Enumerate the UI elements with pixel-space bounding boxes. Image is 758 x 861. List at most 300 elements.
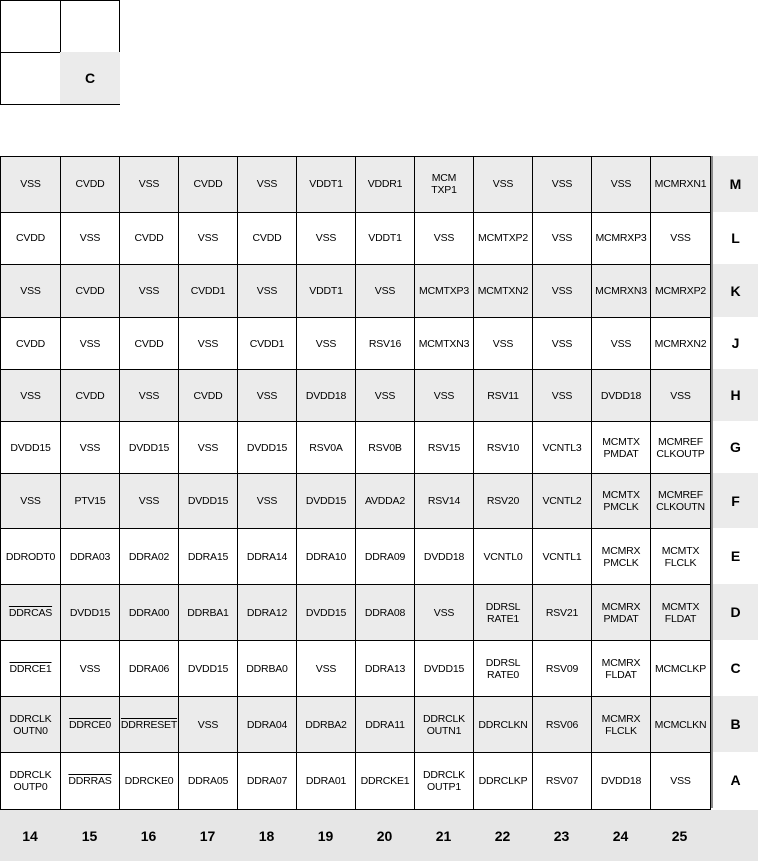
- pin-name: VDDT1: [309, 285, 343, 297]
- pin-name: MCMRXP2: [654, 285, 707, 297]
- pin-name: DDRCKE0: [124, 775, 174, 787]
- pin-name: DDRBA1: [187, 606, 229, 619]
- pin-name: DDRA13: [364, 662, 406, 675]
- pin-cell-C23: [533, 641, 592, 697]
- pin-cell-K18: [238, 265, 297, 318]
- pin-cell-E24: [592, 529, 651, 585]
- row-label-G: G: [711, 421, 758, 473]
- pin-cell-F18: [238, 474, 297, 529]
- pin-name: DDRODT0: [5, 550, 56, 563]
- column-label-23: 23: [553, 827, 570, 844]
- pin-name: DDRCLKN: [478, 718, 528, 731]
- pin-name: DDRCLK OUTN0: [9, 712, 52, 737]
- pin-cell-B25: [651, 697, 710, 753]
- pin-cell-J14: [1, 318, 61, 370]
- pin-name: DVDD15: [305, 606, 347, 619]
- pin-cell-A23: [533, 753, 592, 809]
- pin-name: DDRA14: [246, 550, 288, 563]
- pin-cell-G15: [61, 422, 120, 474]
- pin-cell-D25: [651, 585, 710, 641]
- pin-cell-E25: [651, 529, 710, 585]
- pin-cell-M20: [356, 157, 415, 213]
- pin-name: DVDD15: [128, 441, 170, 454]
- pin-cell-L17: [179, 213, 238, 266]
- pin-cell-D22: [474, 585, 533, 641]
- pin-cell-C24: [592, 641, 651, 697]
- pin-name: VSS: [256, 178, 278, 191]
- pin-cell-K25: [651, 265, 710, 318]
- pin-cell-C19: [297, 641, 356, 697]
- pin-name: VSS: [433, 232, 455, 245]
- pin-cell-L20: [356, 213, 415, 266]
- row-label-F: F: [711, 473, 758, 528]
- column-label-25: 25: [671, 827, 688, 844]
- pin-name: DVDD15: [10, 441, 51, 454]
- pin-cell-C21: [415, 641, 474, 697]
- pin-name: DVDD15: [423, 662, 465, 675]
- pin-name: MCMRXN1: [654, 178, 707, 191]
- pin-cell-M22: [474, 157, 533, 213]
- pin-cell-D24: [592, 585, 651, 641]
- row-labels: [711, 156, 758, 810]
- pin-name: DDRCAS: [8, 606, 53, 619]
- pin-name: MCMTX PMDAT: [602, 435, 640, 460]
- pin-cell-C15: [61, 641, 120, 697]
- pin-name: MCMRX PMDAT: [601, 600, 641, 625]
- pin-name: MCMRXP3: [595, 232, 647, 245]
- pin-name: DDRRESET: [120, 718, 178, 731]
- pin-cell-F25: [651, 474, 710, 529]
- pin-name: RSV15: [427, 441, 461, 454]
- pin-name: VSS: [20, 495, 41, 507]
- pin-cell-B17: [179, 697, 238, 753]
- column-label-24: 24: [612, 827, 629, 844]
- pin-name: DDRA12: [246, 606, 288, 619]
- pin-name: DDRA08: [364, 606, 406, 619]
- pin-name: RSV0A: [309, 441, 343, 454]
- pin-name: VSS: [197, 718, 219, 731]
- pin-cell-L16: [120, 213, 179, 266]
- pin-name: MCM TXP1: [431, 172, 457, 197]
- pin-cell-E15: [61, 529, 120, 585]
- pin-name: CVDD: [193, 178, 223, 191]
- pin-cell-M16: [120, 157, 179, 213]
- pin-name: MCMREF CLKOUTP: [656, 435, 705, 460]
- pin-name: RSV0B: [368, 441, 402, 454]
- pin-cell-K20: [356, 265, 415, 318]
- pin-name: DDRCLKP: [478, 775, 528, 787]
- pin-cell-A17: [179, 753, 238, 809]
- pin-cell-B15: [61, 697, 120, 753]
- pin-name: DDRBA0: [246, 662, 288, 675]
- pin-name: DDRCLK OUTP0: [9, 769, 52, 793]
- pin-name: VSS: [197, 232, 219, 245]
- pin-name: DDRA07: [246, 775, 288, 787]
- pin-name: RSV16: [368, 337, 402, 350]
- pin-cell-H24: [592, 370, 651, 422]
- pin-cell-F24: [592, 474, 651, 529]
- pin-name: DVDD18: [305, 389, 347, 402]
- pin-name: VSS: [79, 441, 101, 454]
- pin-cell-B23: [533, 697, 592, 753]
- pin-cell-C14: [1, 641, 61, 697]
- pin-cell-G20: [356, 422, 415, 474]
- key-quadrant-top-right: [60, 1, 120, 53]
- pin-cell-H16: [120, 370, 179, 422]
- pin-name: VSS: [670, 232, 691, 245]
- pin-cell-C16: [120, 641, 179, 697]
- pin-name: VSS: [374, 285, 396, 297]
- pin-name: VSS: [610, 337, 632, 350]
- pin-cell-B14: [1, 697, 61, 753]
- pin-cell-A25: [651, 753, 710, 809]
- pin-cell-B16: [120, 697, 179, 753]
- pin-cell-E16: [120, 529, 179, 585]
- row-label-D: D: [711, 584, 758, 640]
- pin-cell-G21: [415, 422, 474, 474]
- pin-cell-D15: [61, 585, 120, 641]
- pin-name: DVDD15: [69, 606, 111, 619]
- row-label-C: C: [711, 640, 758, 696]
- pin-name: VSS: [315, 662, 337, 675]
- pin-name: VSS: [138, 495, 160, 507]
- pin-name: DDRBA2: [305, 718, 347, 731]
- pin-cell-A16: [120, 753, 179, 809]
- pin-cell-M23: [533, 157, 592, 213]
- pin-name: MCMREF CLKOUTN: [656, 489, 705, 513]
- pin-name: VSS: [197, 441, 219, 454]
- pin-name: CVDD: [134, 232, 164, 245]
- pin-name: CVDD: [252, 232, 282, 245]
- pin-cell-H19: [297, 370, 356, 422]
- pin-cell-M24: [592, 157, 651, 213]
- pin-cell-J22: [474, 318, 533, 370]
- pin-name: DDRCLK OUTN1: [423, 712, 465, 737]
- pin-cell-A15: [61, 753, 120, 809]
- pin-cell-F16: [120, 474, 179, 529]
- column-label-14: 14: [22, 827, 38, 844]
- pin-cell-C22: [474, 641, 533, 697]
- pin-name: DVDD18: [600, 389, 642, 402]
- pin-cell-D18: [238, 585, 297, 641]
- column-label-17: 17: [199, 827, 216, 844]
- pin-cell-G22: [474, 422, 533, 474]
- pin-cell-K23: [533, 265, 592, 318]
- pin-cell-A14: [1, 753, 61, 809]
- pin-cell-K15: [61, 265, 120, 318]
- row-label-K: K: [711, 264, 758, 317]
- pin-name: VSS: [138, 178, 160, 191]
- pin-cell-A24: [592, 753, 651, 809]
- pin-name: VSS: [492, 337, 514, 350]
- pin-cell-K19: [297, 265, 356, 318]
- pin-cell-G17: [179, 422, 238, 474]
- key-quadrant-top-left: [1, 1, 61, 53]
- pin-cell-L14: [1, 213, 61, 266]
- pin-cell-J23: [533, 318, 592, 370]
- pin-name: VCNTL0: [483, 550, 523, 563]
- column-label-15: 15: [81, 827, 98, 844]
- pin-name: DDRA06: [128, 662, 170, 675]
- pin-name: DVDD15: [187, 495, 229, 507]
- pin-cell-A20: [356, 753, 415, 809]
- pin-name: DVDD15: [305, 495, 347, 507]
- column-label-16: 16: [140, 827, 157, 844]
- pin-name: MCMRX FLCLK: [601, 712, 641, 737]
- pin-name: VSS: [315, 232, 337, 245]
- pin-cell-B22: [474, 697, 533, 753]
- pin-name: VDDR1: [367, 178, 403, 191]
- column-label-18: 18: [258, 827, 275, 844]
- pin-cell-J17: [179, 318, 238, 370]
- pin-cell-G25: [651, 422, 710, 474]
- pin-name: CVDD: [75, 285, 105, 297]
- pin-cell-K22: [474, 265, 533, 318]
- pin-name: VSS: [20, 285, 41, 297]
- pin-name: CVDD: [134, 337, 164, 350]
- pin-cell-G24: [592, 422, 651, 474]
- pin-name: DDRA03: [69, 550, 111, 563]
- pin-name: RSV07: [545, 775, 579, 787]
- row-label-M: M: [711, 156, 758, 212]
- key-quadrant-bottom-left: [1, 52, 61, 104]
- pin-cell-L21: [415, 213, 474, 266]
- pin-cell-M14: [1, 157, 61, 213]
- pin-cell-G19: [297, 422, 356, 474]
- pin-name: VSS: [610, 178, 632, 191]
- pin-cell-H20: [356, 370, 415, 422]
- pin-cell-H15: [61, 370, 120, 422]
- pin-name: DVDD15: [246, 441, 288, 454]
- pin-name: MCMCLKN: [654, 718, 707, 731]
- pin-name: DDRA04: [246, 718, 288, 731]
- row-label-J: J: [711, 317, 758, 369]
- pin-name: RSV20: [486, 495, 520, 507]
- pin-name: CVDD: [193, 389, 223, 402]
- pin-cell-A22: [474, 753, 533, 809]
- pin-cell-A21: [415, 753, 474, 809]
- pin-name: VSS: [670, 389, 691, 402]
- pin-name: MCMRXN3: [595, 285, 647, 297]
- pin-name: MCMTXN3: [418, 337, 470, 350]
- pin-cell-M17: [179, 157, 238, 213]
- pin-name: RSV21: [545, 606, 579, 619]
- pin-cell-B24: [592, 697, 651, 753]
- row-label-E: E: [711, 528, 758, 584]
- pin-name: DDRA11: [365, 718, 405, 731]
- pin-cell-F17: [179, 474, 238, 529]
- pin-cell-D21: [415, 585, 474, 641]
- pin-cell-K21: [415, 265, 474, 318]
- pin-cell-M21: [415, 157, 474, 213]
- column-labels: [0, 810, 758, 861]
- pin-cell-L22: [474, 213, 533, 266]
- pin-name: MCMTX FLCLK: [661, 544, 700, 569]
- pin-name: DDRSL RATE0: [485, 656, 521, 681]
- pin-name: CVDD1: [249, 337, 285, 350]
- pin-cell-J15: [61, 318, 120, 370]
- pin-cell-D20: [356, 585, 415, 641]
- pin-name: CVDD: [75, 178, 105, 191]
- pin-name: VSS: [315, 337, 337, 350]
- pin-name: DDRA15: [187, 550, 229, 563]
- pin-cell-J19: [297, 318, 356, 370]
- pin-cell-J20: [356, 318, 415, 370]
- pin-name: DDRA10: [305, 550, 347, 563]
- pin-name: VSS: [433, 606, 455, 619]
- pin-cell-H18: [238, 370, 297, 422]
- pin-map-grid: [0, 156, 711, 810]
- pin-cell-G14: [1, 422, 61, 474]
- pin-name: CVDD1: [190, 285, 226, 297]
- pin-name: VSS: [551, 285, 573, 297]
- pin-cell-D23: [533, 585, 592, 641]
- pin-cell-F15: [61, 474, 120, 529]
- pin-name: DDRSL RATE1: [485, 600, 521, 625]
- pin-cell-F21: [415, 474, 474, 529]
- pin-cell-H21: [415, 370, 474, 422]
- key-quadrant-selected: [60, 52, 120, 104]
- pin-name: VSS: [138, 285, 160, 297]
- pin-cell-G16: [120, 422, 179, 474]
- pin-name: DDRA02: [128, 550, 170, 563]
- pin-name: DDRCLK OUTP1: [423, 769, 465, 793]
- pin-name: VSS: [374, 389, 396, 402]
- pin-cell-B20: [356, 697, 415, 753]
- pin-name: MCMTX PMCLK: [602, 489, 640, 513]
- pin-name: VCNTL2: [542, 495, 582, 507]
- pin-cell-E17: [179, 529, 238, 585]
- pin-name: MCMTXP3: [419, 285, 469, 297]
- pin-name: VSS: [138, 389, 160, 402]
- pin-name: RSV10: [486, 441, 520, 454]
- pin-name: PTV15: [74, 495, 106, 507]
- pin-cell-L15: [61, 213, 120, 266]
- pin-name: RSV14: [427, 495, 461, 507]
- pin-cell-C17: [179, 641, 238, 697]
- pin-name: RSV09: [545, 662, 579, 675]
- pin-cell-C25: [651, 641, 710, 697]
- pin-cell-A19: [297, 753, 356, 809]
- pin-cell-F19: [297, 474, 356, 529]
- pin-name: MCMRX PMCLK: [601, 544, 641, 569]
- pin-name: VSS: [492, 178, 514, 191]
- pin-cell-M19: [297, 157, 356, 213]
- pin-cell-L25: [651, 213, 710, 266]
- pin-name: VDDT1: [368, 232, 402, 245]
- row-label-B: B: [711, 696, 758, 752]
- pin-cell-E19: [297, 529, 356, 585]
- pin-cell-D19: [297, 585, 356, 641]
- pin-name: MCMTXN2: [477, 285, 529, 297]
- pin-name: DDRCE1: [9, 662, 52, 675]
- pin-name: MCMRX FLDAT: [601, 656, 641, 681]
- pin-name: DVDD18: [423, 550, 465, 563]
- pin-cell-L24: [592, 213, 651, 266]
- pin-name: VDDT1: [309, 178, 343, 191]
- pin-cell-F22: [474, 474, 533, 529]
- pin-name: VSS: [551, 178, 573, 191]
- pin-name: VSS: [20, 178, 41, 191]
- pin-name: VSS: [551, 337, 573, 350]
- row-label-A: A: [711, 752, 758, 808]
- column-label-19: 19: [317, 827, 334, 844]
- pin-cell-E21: [415, 529, 474, 585]
- pin-name: RSV11: [487, 389, 519, 402]
- pin-cell-B19: [297, 697, 356, 753]
- pin-cell-L23: [533, 213, 592, 266]
- pin-name: VSS: [670, 775, 691, 787]
- pin-cell-E20: [356, 529, 415, 585]
- location-key: [0, 0, 120, 105]
- pin-cell-H14: [1, 370, 61, 422]
- pin-name: MCMTX FLDAT: [661, 600, 700, 625]
- pin-cell-J16: [120, 318, 179, 370]
- pin-name: DVDD18: [600, 775, 642, 787]
- pin-cell-E18: [238, 529, 297, 585]
- pin-cell-C20: [356, 641, 415, 697]
- pin-cell-L18: [238, 213, 297, 266]
- pin-name: DVDD15: [187, 662, 229, 675]
- pin-name: VCNTL1: [542, 550, 582, 563]
- pin-cell-A18: [238, 753, 297, 809]
- pin-cell-D17: [179, 585, 238, 641]
- pin-name: VSS: [79, 232, 101, 245]
- pin-cell-E14: [1, 529, 61, 585]
- pin-name: AVDDA2: [364, 495, 406, 507]
- pin-cell-K14: [1, 265, 61, 318]
- pin-cell-K17: [179, 265, 238, 318]
- pin-cell-F20: [356, 474, 415, 529]
- pin-cell-F23: [533, 474, 592, 529]
- pin-name: VSS: [256, 285, 278, 297]
- pin-name: CVDD: [16, 232, 45, 245]
- pin-cell-J18: [238, 318, 297, 370]
- pin-name: MCMRXN2: [654, 337, 707, 350]
- pin-cell-C18: [238, 641, 297, 697]
- pin-name: DDRA09: [364, 550, 406, 563]
- pin-name: DDRA01: [305, 775, 347, 787]
- row-label-H: H: [711, 369, 758, 421]
- pin-name: RSV06: [545, 718, 579, 731]
- pin-cell-M25: [651, 157, 710, 213]
- pin-name: DDRCE0: [69, 718, 111, 731]
- pin-cell-M15: [61, 157, 120, 213]
- pin-cell-H23: [533, 370, 592, 422]
- pin-name: DDRA05: [187, 775, 229, 787]
- pin-cell-B21: [415, 697, 474, 753]
- row-label-L: L: [711, 212, 758, 265]
- pin-name: VSS: [256, 389, 278, 402]
- pin-cell-J24: [592, 318, 651, 370]
- pin-name: VSS: [79, 337, 101, 350]
- pin-name: VSS: [433, 389, 455, 402]
- key-quadrant-label: C: [84, 70, 96, 86]
- pin-cell-E22: [474, 529, 533, 585]
- pin-name: VSS: [197, 337, 219, 350]
- pin-cell-J21: [415, 318, 474, 370]
- pin-cell-G18: [238, 422, 297, 474]
- pin-cell-K16: [120, 265, 179, 318]
- pin-name: VCNTL3: [542, 441, 582, 454]
- column-label-20: 20: [376, 827, 393, 844]
- pin-name: VSS: [551, 389, 573, 402]
- pin-name: VSS: [79, 662, 101, 675]
- pin-cell-L19: [297, 213, 356, 266]
- pin-name: MCMCLKP: [654, 662, 707, 675]
- pin-cell-D16: [120, 585, 179, 641]
- pin-cell-B18: [238, 697, 297, 753]
